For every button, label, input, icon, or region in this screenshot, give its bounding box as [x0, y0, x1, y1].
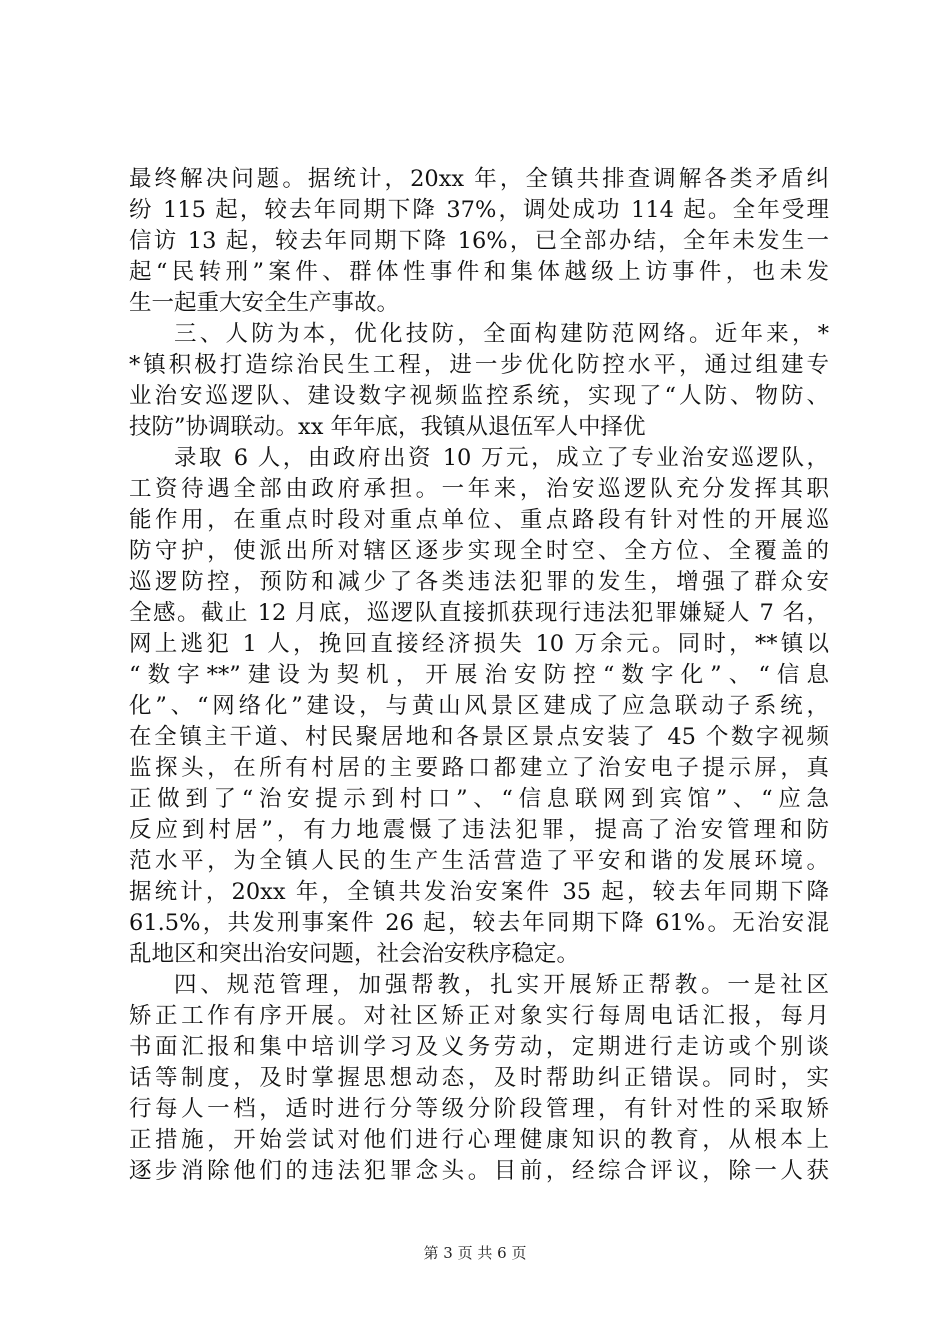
text-line: 防守护，使派出所对辖区逐步实现全时空、全方位、全覆盖的 [129, 538, 829, 564]
text-line: 化”、“网络化”建设，与黄山风景区建成了应急联动子系统， [129, 693, 829, 719]
text-line: 工资待遇全部由政府承担。一年来，治安巡逻队充分发挥其职 [129, 476, 829, 502]
text-line: 正措施，开始尝试对他们进行心理健康知识的教育，从根本上 [129, 1127, 829, 1153]
body-text [129, 164, 829, 1187]
text-line: 反应到村居”，有力地震慑了违法犯罪，提高了治安管理和防 [129, 817, 829, 843]
text-line: 信访 13 起，较去年同期下降 16%，已全部办结，全年未发生一 [129, 228, 829, 254]
text-line: 三、人防为本，优化技防，全面构建防范网络。近年来，* [174, 321, 829, 347]
text-line: 61.5%，共发刑事案件 26 起，较去年同期下降 61%。无治安混 [129, 910, 829, 936]
text-line: 监探头，在所有村居的主要路口都建立了治安电子提示屏，真 [129, 755, 829, 781]
text-line: *镇积极打造综治民生工程，进一步优化防控水平，通过组建专 [129, 352, 829, 378]
text-line: 技防”协调联动。xx 年年底，我镇从退伍军人中择优 [129, 414, 646, 440]
page-number-footer: 第 3 页 共 6 页 [423, 1244, 527, 1262]
text-line: 在全镇主干道、村民聚居地和各景区景点安装了 45 个数字视频 [129, 724, 829, 750]
text-line: 最终解决问题。据统计，20xx 年，全镇共排查调解各类矛盾纠 [129, 166, 829, 192]
text-line: 巡逻防控，预防和减少了各类违法犯罪的发生，增强了群众安 [129, 569, 829, 595]
text-line: 能作用，在重点时段对重点单位、重点路段有针对性的开展巡 [129, 507, 829, 533]
text-line: 起“民转刑”案件、群体性事件和集体越级上访事件，也未发 [129, 259, 829, 285]
text-line: 书面汇报和集中培训学习及义务劳动，定期进行走访或个别谈 [129, 1034, 829, 1060]
text-line: 录取 6 人，由政府出资 10 万元，成立了专业治安巡逻队， [174, 445, 829, 471]
text-line: 业治安巡逻队、建设数字视频监控系统，实现了“人防、物防、 [129, 383, 829, 409]
text-line: 生一起重大安全生产事故。 [129, 290, 400, 316]
text-line: 行每人一档，适时进行分等级分阶段管理，有针对性的采取矫 [129, 1096, 829, 1122]
text-line: 网上逃犯 1 人，挽回直接经济损失 10 万余元。同时，**镇以 [129, 631, 829, 657]
text-line: 纷 115 起，较去年同期下降 37%，调处成功 114 起。全年受理 [129, 197, 829, 223]
text-line: 话等制度，及时掌握思想动态，及时帮助纠正错误。同时，实 [129, 1065, 829, 1091]
text-line: 据统计，20xx 年，全镇共发治安案件 35 起，较去年同期下降 [129, 879, 829, 905]
text-line: 四、规范管理，加强帮教，扎实开展矫正帮教。一是社区 [174, 972, 829, 998]
text-line: 乱地区和突出治安问题，社会治安秩序稳定。 [129, 941, 580, 967]
text-line: 矫正工作有序开展。对社区矫正对象实行每周电话汇报，每月 [129, 1003, 829, 1029]
text-line: 范水平，为全镇人民的生产生活营造了平安和谐的发展环境。 [129, 848, 829, 874]
text-line: “数字**”建设为契机，开展治安防控“数字化”、“信息 [129, 662, 829, 688]
text-line: 正做到了“治安提示到村口”、“信息联网到宾馆”、“应急 [129, 786, 829, 812]
text-line: 全感。截止 12 月底，巡逻队直接抓获现行违法犯罪嫌疑人 7 名， [129, 600, 829, 626]
text-line: 逐步消除他们的违法犯罪念头。目前，经综合评议，除一人获 [129, 1158, 829, 1184]
